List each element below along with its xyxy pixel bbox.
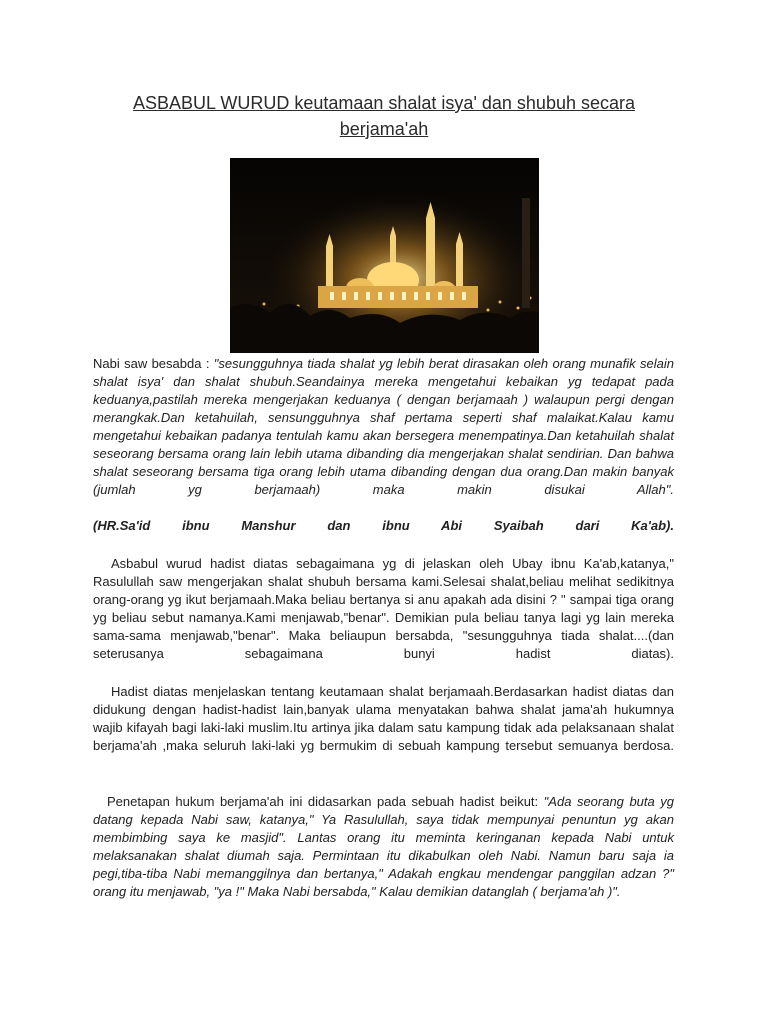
explanation-paragraph: Hadist diatas menjelaskan tentang keutamaan shalat berjamaah.Berdasarkan hadist diatas dan didukung dengan hadist-hadist lain,banyak ulama menyatakan bahwa shalat jama'ah hukumnya wajib kifayah bagi laki-laki muslim.Itu artinya jika dalam satu kampung tidak ada pelaksanaan shalat berjama'ah ,maka seluruh laki-laki yg bermukim di sebuah kampung tersebut semuanya berdosa. — [93, 684, 674, 753]
hadith-source: (HR.Sa'id ibnu Manshur dan ibnu Abi Syaibah dari Ka'ab). — [93, 518, 674, 533]
hadith-intro: Nabi saw besabda : — [93, 356, 214, 371]
ruling-paragraph — [93, 793, 674, 901]
hadith-paragraph — [93, 355, 674, 499]
mosque-illustration — [230, 158, 539, 353]
page-title: ASBABUL WURUD keutamaan shalat isya' dan shubuh secara berjama'ah — [132, 93, 635, 139]
asbabul-wurud-paragraph: Asbabul wurud hadist diatas sebagaimana yg di jelaskan oleh Ubay ibnu Ka'ab,katanya," Rasulullah saw mengerjakan shalat shubuh bersama kami.Selesai shalat,beliau melihat sedikitnya orang-orang yg ikut berjamaah.Maka beliau bertanya si anu apakah ada disini ? " sampai tiga orang yg beliau sebut namanya.Kami menjawab,"benar". Demikian pula beliau tanya lagi yg lain mereka sama-sama menjawab,"benar". Maka beliaupun bersabda, "sesungguhnya tiada shalat....(dan seterusanya sebagaimana bunyi hadist diatas). — [93, 556, 674, 661]
hadith-quote: "sesungguhnya tiada shalat yg lebih berat dirasakan oleh orang munafik selain shalat isya' dan shalat shubuh.Seandainya mereka mengetahui kebaikan yg tedapat pada keduanya,pastilah mereka mengerjakan keduanya ( dengan berjamaah ) walaupun pergi dengan merangkak.Dan ketahuilah, sensungguhnya shaf pertama seperti shaf malaikat.Kalau kamu mengetahui kebaikan padanya tentulah kamu akan bersegera menempatinya.Dan ketahuilah shalat seseorang bersama orang lain lebih utama dibanding dia mengerjakan shalat sendirian. Dan bahwa shalat seseorang bersama tiga orang lebih utama dibanding dengan dua orang.Dan makin banyak (jumlah yg berjamaah) maka makin disukai Allah". — [93, 356, 674, 497]
ruling-quote: "Ada seorang buta yg datang kepada Nabi saw, katanya," Ya Rasulullah, saya tidak mempunyai penuntun yg akan membimbing saya ke masjid". Lantas orang itu meminta keringanan kepada Nabi untuk melaksanakan shalat diumah saja. Permintaan itu dikabulkan oleh Nabi. Namun baru saja ia pegi,tiba-tiba Nabi memanggilnya dan bertanya," Adakah engkau mendengar panggilan adzan ?" orang itu menjawab, "ya !" Maka Nabi bersabda," Kalau demikian datanglah ( berjama'ah )". — [93, 794, 674, 899]
mosque-night-photo — [230, 158, 539, 353]
ruling-intro: Penetapan hukum berjama'ah ini didasarkan pada sebuah hadist beikut: — [107, 794, 544, 809]
